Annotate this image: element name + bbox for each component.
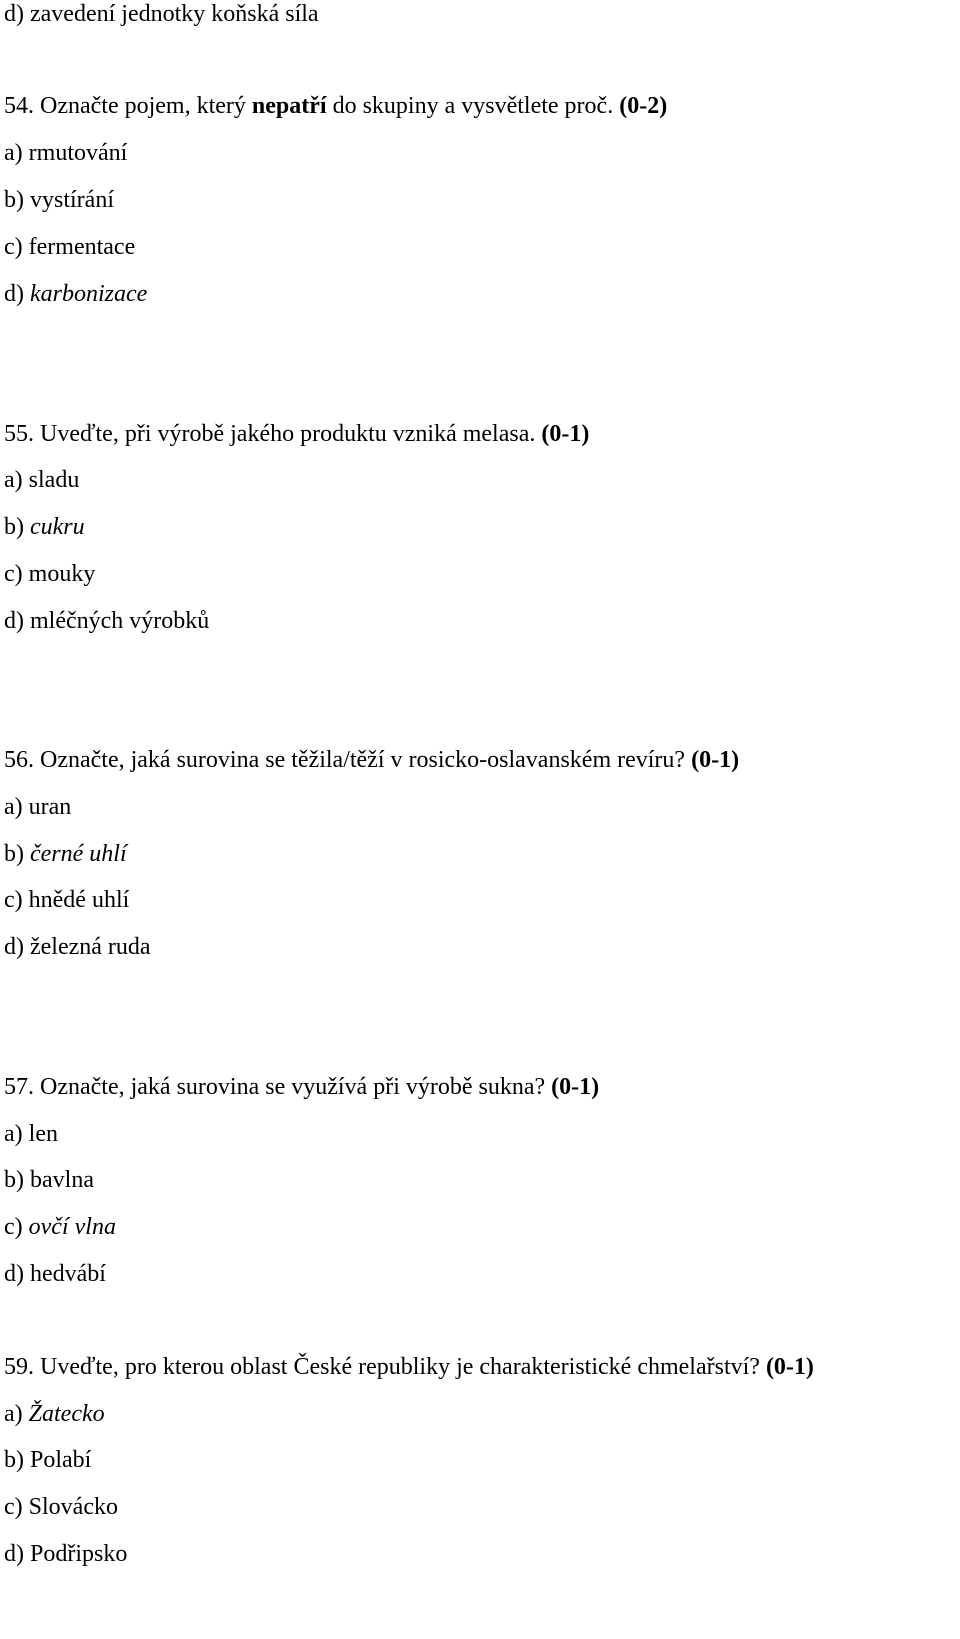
- option-59-b: [4, 1446, 91, 1474]
- option-59-a: [4, 1400, 105, 1428]
- option-prefix: a): [4, 1401, 29, 1427]
- option-text: d) zavedení jednotky koňská síla: [4, 1, 319, 27]
- question-text: 55. Uveďte, při výrobě jakého produktu vzniká melasa.: [4, 421, 542, 447]
- option-55-d: [4, 607, 209, 635]
- option-prefix: d): [4, 281, 30, 307]
- option-text: sladu: [28, 467, 80, 493]
- option-prefix: d): [4, 1261, 30, 1287]
- option-text: hedvábí: [30, 1261, 106, 1287]
- option-prefix: b): [4, 1167, 30, 1193]
- prev-question-option-d: [4, 0, 319, 28]
- option-text: uran: [28, 794, 72, 820]
- option-text-answer: cukru: [30, 514, 85, 540]
- question-text: 59. Uveďte, pro kterou oblast České republiky je charakteristické chmelařství?: [4, 1354, 766, 1380]
- option-prefix: a): [4, 140, 29, 166]
- question-54: [4, 92, 667, 120]
- question-points: (0-1): [765, 1354, 814, 1380]
- question-points: (0-1): [691, 747, 740, 773]
- option-56-a: [4, 793, 71, 821]
- question-emphasis: nepatří: [251, 93, 327, 119]
- option-54-b: [4, 186, 114, 214]
- option-text: železná ruda: [30, 934, 151, 960]
- option-57-c: [4, 1213, 116, 1241]
- option-text-answer: karbonizace: [30, 281, 148, 307]
- option-text: Polabí: [30, 1447, 92, 1473]
- question-points: (0-1): [551, 1074, 600, 1100]
- option-55-c: [4, 560, 95, 588]
- option-text: bavlna: [30, 1167, 94, 1193]
- option-prefix: b): [4, 1447, 30, 1473]
- option-prefix: c): [4, 561, 29, 587]
- option-56-b: [4, 840, 127, 868]
- option-text: mouky: [28, 561, 96, 587]
- question-56: [4, 746, 739, 774]
- question-55: [4, 420, 589, 448]
- question-text: do skupiny a vysvětlete proč.: [326, 93, 620, 119]
- option-text: hnědé uhlí: [28, 887, 130, 913]
- option-prefix: c): [4, 887, 29, 913]
- question-text: 56. Označte, jaká surovina se těžila/těží v rosicko-oslavanském revíru?: [4, 747, 692, 773]
- option-prefix: c): [4, 1214, 29, 1240]
- option-text-answer: Žatecko: [28, 1401, 105, 1427]
- option-text: Podřipsko: [30, 1541, 128, 1567]
- option-54-c: [4, 233, 135, 261]
- question-text: 57. Označte, jaká surovina se využívá při výrobě sukna?: [4, 1074, 552, 1100]
- question-points: (0-2): [619, 93, 668, 119]
- option-prefix: c): [4, 234, 29, 260]
- question-points: (0-1): [541, 421, 590, 447]
- option-text: Slovácko: [28, 1494, 118, 1520]
- option-text: mléčných výrobků: [30, 608, 210, 634]
- option-56-c: [4, 886, 129, 914]
- option-text: vystírání: [30, 187, 114, 213]
- question-59: [4, 1353, 814, 1381]
- option-prefix: a): [4, 794, 29, 820]
- option-57-a: [4, 1120, 58, 1148]
- option-57-b: [4, 1166, 94, 1194]
- option-54-d: [4, 280, 147, 308]
- option-text: len: [28, 1121, 58, 1147]
- option-prefix: d): [4, 1541, 30, 1567]
- option-55-a: [4, 466, 79, 494]
- option-prefix: c): [4, 1494, 29, 1520]
- option-prefix: b): [4, 841, 30, 867]
- option-55-b: [4, 513, 85, 541]
- option-text-answer: ovčí vlna: [28, 1214, 116, 1240]
- option-54-a: [4, 139, 127, 167]
- option-57-d: [4, 1260, 106, 1288]
- question-text: 54. Označte pojem, který: [4, 93, 252, 119]
- option-prefix: b): [4, 187, 30, 213]
- option-prefix: d): [4, 934, 30, 960]
- option-prefix: a): [4, 1121, 29, 1147]
- option-56-d: [4, 933, 151, 961]
- option-text: fermentace: [28, 234, 136, 260]
- option-prefix: a): [4, 467, 29, 493]
- option-59-d: [4, 1540, 127, 1568]
- option-prefix: d): [4, 608, 30, 634]
- option-text-answer: černé uhlí: [30, 841, 127, 867]
- option-prefix: b): [4, 514, 30, 540]
- question-57: [4, 1073, 599, 1101]
- option-59-c: [4, 1493, 118, 1521]
- option-text: rmutování: [28, 140, 128, 166]
